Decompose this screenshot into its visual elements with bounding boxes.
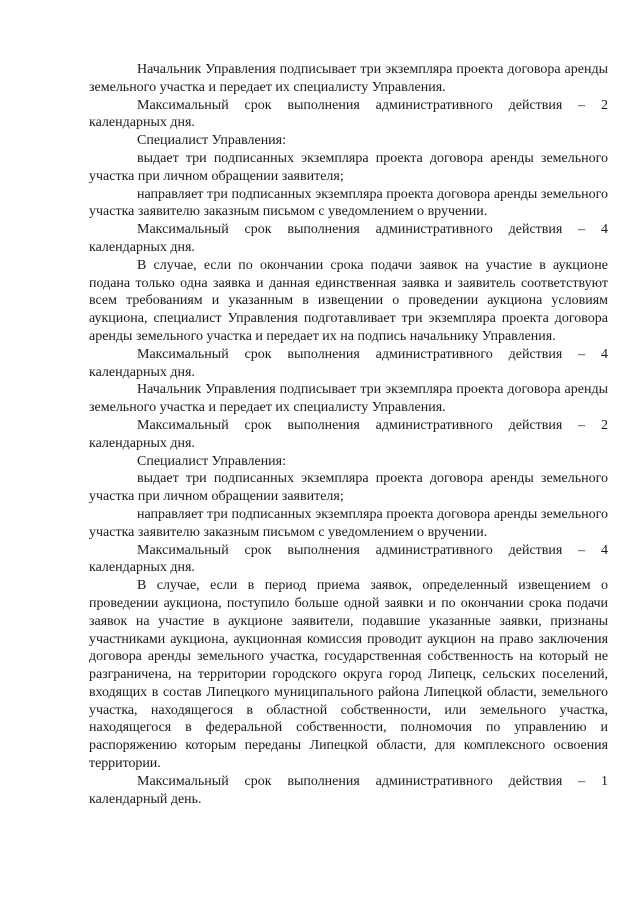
document-page bbox=[89, 61, 608, 808]
paragraph-deadline: Максимальный срок выполнения административного действия – 4 календарных дня. bbox=[89, 222, 608, 255]
paragraph-specialist: Специалист Управления: bbox=[137, 133, 287, 149]
paragraph-auction-conduct: В случае, если в период приема заявок, определенный извещением о проведении аукциона, поступило больше одной заявки и по окончании срока подачи заявок на участие в аукционе заявители, подавшие указанные заявки, признаны участниками аукциона, аукционная комиссия проводит аукцион на право заключения договора аренды земельного участка, государственная собственность на который не разграничена, на территории городского округа город Липецк, сельских поселений, входящих в состав Липецкого муниципального района Липецкой области, земельного участка, находящегося в областной собственности, или земельного участка, находящегося в федеральной собственности, полномочия по управлению и распоряжению которым переданы Липецкой области, для комплексного освоения территории. bbox=[89, 578, 608, 772]
paragraph-deadline: Максимальный срок выполнения административного действия – 4 календарных дня. bbox=[89, 542, 608, 576]
paragraph-deadline: Максимальный срок выполнения административного действия – 1 календарный день. bbox=[89, 773, 608, 807]
paragraph-deadline: Максимальный срок выполнения административного действия – 4 календарных дня. bbox=[89, 346, 608, 380]
paragraph-single-application: В случае, если по окончании срока подачи заявок на участие в аукционе подана только одна заявка и данная единственная заявка и заявитель соответствуют всем требованиям и указанным в извещении о проведении аукциона условиям аукциона, специалист Управления подготавливает три экземпляра проекта договора аренды земельного участка и передает их на подпись начальнику Управления. bbox=[89, 257, 608, 344]
paragraph-issue-in-person: выдает три подписанных экземпляра проекта договора аренды земельного участка при личном обращении заявителя; bbox=[89, 150, 608, 184]
paragraph-send-by-mail: направляет три подписанных экземпляра проекта договора аренды земельного участка заявителю заказным письмом с уведомлением о вручении. bbox=[89, 186, 608, 220]
paragraph-deadline: Максимальный срок выполнения административного действия – 2 календарных дня. bbox=[89, 417, 608, 451]
paragraph-head-signs: Начальник Управления подписывает три экземпляра проекта договора аренды земельного участка и передает их специалисту Управления. bbox=[89, 382, 608, 416]
paragraph-deadline: Максимальный срок выполнения административного действия – 2 календарных дня. bbox=[89, 97, 608, 131]
paragraph-issue-in-person: выдает три подписанных экземпляра проекта договора аренды земельного участка при личном обращении заявителя; bbox=[89, 471, 608, 505]
paragraph-specialist: Специалист Управления: bbox=[137, 453, 287, 469]
paragraph-send-by-mail: направляет три подписанных экземпляра проекта договора аренды земельного участка заявителю заказным письмом с уведомлением о вручении. bbox=[89, 506, 608, 540]
paragraph-head-signs: Начальник Управления подписывает три экземпляра проекта договора аренды земельного участка и передает их специалисту Управления. bbox=[89, 62, 608, 95]
